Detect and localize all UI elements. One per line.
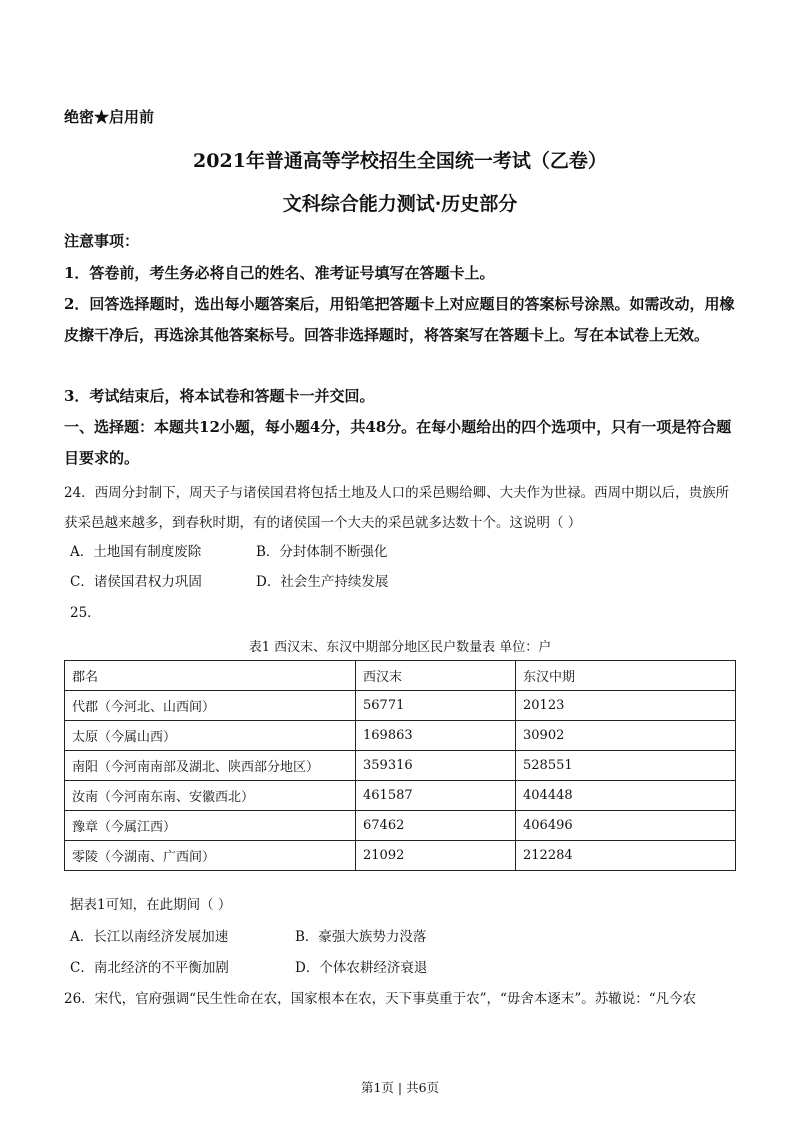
table-cell: 169863	[356, 721, 516, 751]
table-cell: 20123	[516, 691, 736, 721]
table-row	[65, 811, 736, 841]
table-cell: 67462	[356, 811, 516, 841]
question-25-options-row-1	[70, 922, 426, 952]
question-24-options-row-2	[70, 567, 388, 597]
notice-heading: 注意事项：	[64, 232, 140, 250]
table-cell: 528551	[516, 751, 736, 781]
option-c: C．南北经济的不平衡加剧	[70, 960, 229, 976]
table-header-cell: 西汉末	[356, 661, 516, 691]
option-d: D．社会生产持续发展	[256, 574, 389, 590]
option-d: D．个体农耕经济衰退	[295, 960, 428, 976]
question-25-number: 25．	[70, 605, 101, 621]
table-cell: 汝南（今河南东南、安徽西北）	[65, 781, 356, 811]
table-row	[65, 781, 736, 811]
table-row	[65, 721, 736, 751]
page-footer: 第1页 | 共6页	[360, 1080, 440, 1095]
table-cell: 太原（今属山西）	[65, 721, 356, 751]
section-heading: 一、选择题：本题共12小题，每小题4分，共48分。在每小题给出的四个选项中，只有一项是符合题目要求的。	[64, 418, 732, 467]
question-26-stem: 26．宋代，官府强调“民生性命在农，国家根本在农，天下事莫重于农”，“毋舍本逐末”。苏辙说：“凡今农	[64, 991, 697, 1007]
option-a: A．土地国有制度废除	[70, 544, 202, 560]
option-b: B．豪强大族势力没落	[295, 929, 427, 945]
secret-label: 绝密★启用前	[64, 108, 155, 126]
notice-item-2: 2．回答选择题时，选出每小题答案后，用铅笔把答题卡上对应题目的答案标号涂黑。如需改动，用橡皮擦干净后，再选涂其他答案标号。回答非选择题时，将答案写在答题卡上。写在本试卷上无效。	[64, 295, 735, 344]
exam-title: 2021年普通高等学校招生全国统一考试（乙卷）	[193, 150, 607, 172]
household-table	[64, 660, 736, 871]
table-cell: 30902	[516, 721, 736, 751]
table-row	[65, 841, 736, 871]
question-24-options-row-1	[70, 537, 387, 567]
table-cell: 212284	[516, 841, 736, 871]
exam-subtitle: 文科综合能力测试·历史部分	[282, 193, 518, 215]
table-cell: 代郡（今河北、山西间）	[65, 691, 356, 721]
table-row	[65, 751, 736, 781]
table-cell: 461587	[356, 781, 516, 811]
table-header-cell: 东汉中期	[516, 661, 736, 691]
option-c: C．诸侯国君权力巩固	[70, 574, 202, 590]
table-cell: 56771	[356, 691, 516, 721]
table-cell: 359316	[356, 751, 516, 781]
table-caption: 表1 西汉末、东汉中期部分地区民户数量表 单位：户	[248, 640, 552, 655]
table-header-cell: 郡名	[65, 661, 356, 691]
question-25-options-row-2	[70, 953, 427, 983]
option-a: A．长江以南经济发展加速	[70, 929, 229, 945]
table-cell: 404448	[516, 781, 736, 811]
notice-item-1: 1．答卷前，考生务必将自己的姓名、准考证号填写在答题卡上。	[64, 264, 495, 282]
table-header-row	[65, 661, 736, 691]
table-cell: 21092	[356, 841, 516, 871]
table-cell: 406496	[516, 811, 736, 841]
question-24-stem: 24．西周分封制下，周天子与诸侯国君将包括土地及人口的采邑赐给卿、大夫作为世禄。西周中期以后，贵族所获采邑越来越多，到春秋时期，有的诸侯国一个大夫的采邑就多达数十个。这说明（ ）	[64, 485, 730, 531]
table-cell: 零陵（今湖南、广西间）	[65, 841, 356, 871]
option-b: B．分封体制不断强化	[256, 544, 388, 560]
notice-item-3: 3．考试结束后，将本试卷和答题卡一并交回。	[64, 387, 375, 405]
table-cell: 南阳（今河南南部及湖北、陕西部分地区）	[65, 751, 356, 781]
question-25-stem: 据表1可知，在此期间（ ）	[70, 897, 232, 913]
table-cell: 豫章（今属江西）	[65, 811, 356, 841]
table-row	[65, 691, 736, 721]
